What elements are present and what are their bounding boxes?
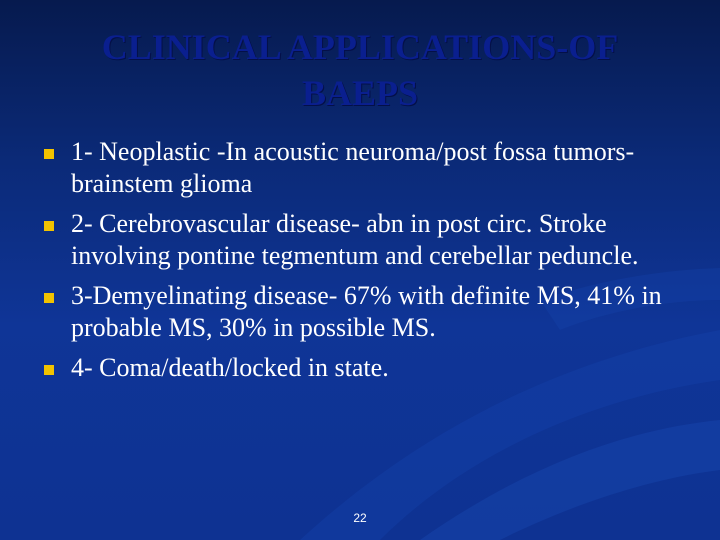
square-bullet-icon bbox=[44, 293, 54, 303]
bullet-item bbox=[44, 208, 674, 272]
bullet-list bbox=[44, 136, 674, 392]
bullet-item bbox=[44, 280, 674, 344]
bullet-text: 3-Demyelinating disease- 67% with definite MS, 41% in probable MS, 30% in possible MS. bbox=[71, 281, 662, 342]
page-number: 22 bbox=[353, 511, 367, 525]
bullet-text: 2- Cerebrovascular disease- abn in post circ. Stroke involving pontine tegmentum and cerebellar peduncle. bbox=[71, 209, 639, 270]
bullet-item bbox=[44, 352, 674, 384]
bullet-text: 1- Neoplastic -In acoustic neuroma/post fossa tumors-brainstem glioma bbox=[71, 137, 635, 198]
bullet-text: 4- Coma/death/locked in state. bbox=[71, 353, 389, 382]
square-bullet-icon bbox=[44, 365, 54, 375]
slide-title: CLINICAL APPLICATIONS-OF BAEPS bbox=[101, 27, 619, 113]
square-bullet-icon bbox=[44, 221, 54, 231]
square-bullet-icon bbox=[44, 149, 54, 159]
bullet-item bbox=[44, 136, 674, 200]
